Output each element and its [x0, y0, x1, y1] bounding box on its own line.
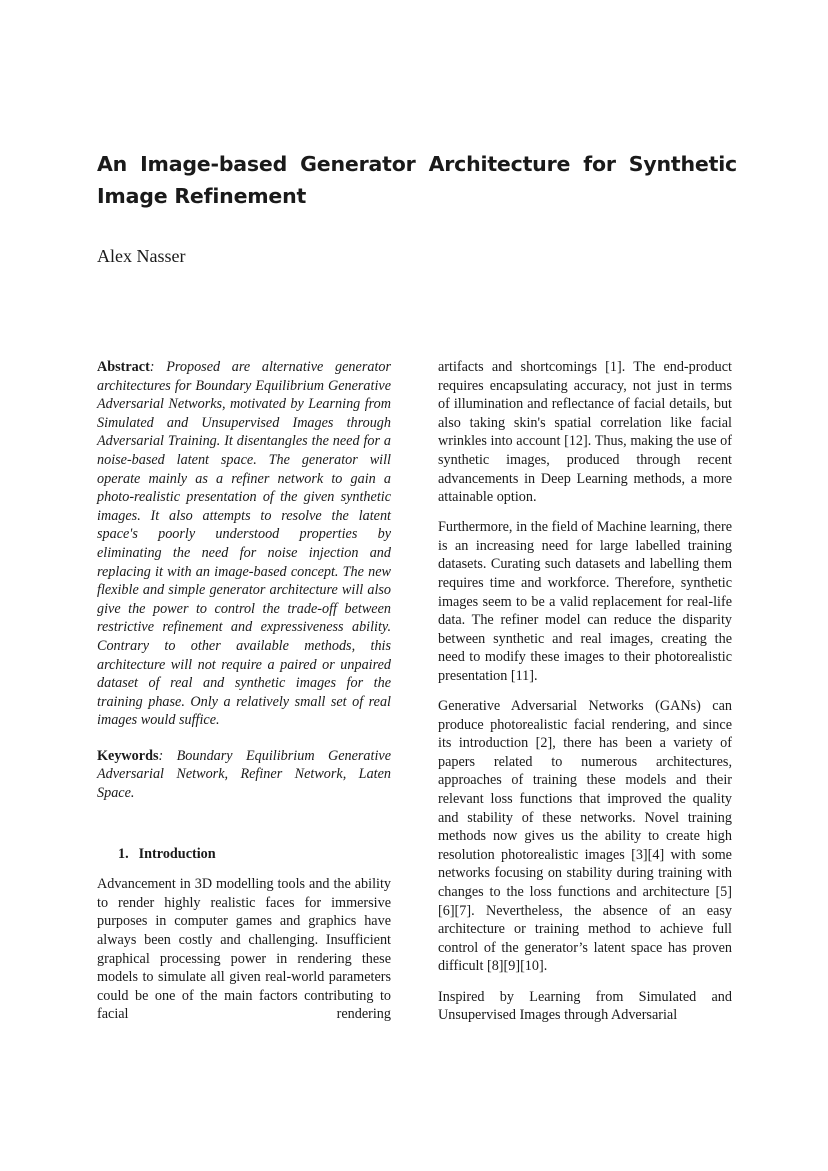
intro-paragraph-1-part-b: artifacts and shortcomings [1]. The end-product requires encapsulating accuracy, not just in terms of illumination and reflectance of facial details, but also taking skin's spatial correlation like facial wrinkles into account [12]. Thus, making the use of synthetic images, produced through recent advancements in Deep Learning methods, a more attainable option. [438, 359, 732, 506]
keywords [97, 747, 391, 803]
author-name: Alex Nasser [97, 246, 186, 266]
abstract-label: Abstract [97, 359, 150, 375]
abstract-text: Proposed are alternative generator architectures for Boundary Equilibrium Generative Adversarial Networks, motivated by Learning from Simulated and Unsupervised Images through Adversarial Training. It disentangles the need for a noise-based latent space. The generator will operate mainly as a refiner network to gain a photo-realistic presentation of the given synthetic images. It also attempts to resolve the latent space's poorly understood properties by eliminating the need for noise injection and replacing it with an image-based concept. The new flexible and simple generator architecture will also give the power to control the trade-off between restrictive refinement and expressiveness ability. Contrary to other available methods, this architecture will not require a paired or unpaired dataset of real and synthetic images for the training phase. Only a relatively small set of real images would suffice. [97, 359, 391, 729]
right-column [438, 358, 732, 1036]
abstract-separator: : [149, 359, 167, 375]
keywords-separator: : [158, 747, 177, 764]
abstract [97, 358, 391, 730]
intro-paragraph-3: Generative Adversarial Networks (GANs) can produce photorealistic facial rendering, and since its introduction [2], there has been a variety of papers related to numerous architectures, approaches of training these models and their relevant loss functions that improved the quality and stability of these networks. Novel training methods now gives us the ability to create high resolution photorealistic images [3][4] with some networks focusing on stability during training with changes to the loss functions and architecture [5][6][7]. Nevertheless, the absence of an easy architecture or training method to achieve full control of the generator’s latent space has proven difficult [8][9][10]. [438, 698, 732, 975]
left-column [97, 358, 391, 1036]
intro-paragraph-2: Furthermore, in the field of Machine learning, there is an increasing need for large labelled training datasets. Curating such datasets and labelling them requires time and workforce. Therefore, synthetic images seem to be a valid replacement for real-life data. The refiner model can reduce the disparity between synthetic and real images, creating the need to modify these images to their photorealistic presentation [11]. [438, 519, 732, 684]
keywords-label: Keywords [97, 747, 159, 764]
paper-title: An Image-based Generator Architecture for Synthetic Image Refinement [97, 152, 737, 208]
section-title: Introduction [138, 845, 216, 862]
keywords-text: Boundary Equilibrium Generative Adversarial Network, Refiner Network, Laten Space. [97, 747, 391, 802]
section-number: 1. [118, 845, 129, 862]
intro-paragraph-1-part-a: Advancement in 3D modelling tools and the ability to render highly realistic faces for immersive purposes in computer games and graphics have always been costly and challenging. Insufficient graphical processing power in rendering these models to simulate all given real-world parameters could be one of the main factors contributing to facial rendering [97, 876, 391, 1023]
intro-paragraph-4: Inspired by Learning from Simulated and Unsupervised Images through Adversarial [438, 988, 732, 1024]
section-heading-introduction [97, 845, 391, 864]
